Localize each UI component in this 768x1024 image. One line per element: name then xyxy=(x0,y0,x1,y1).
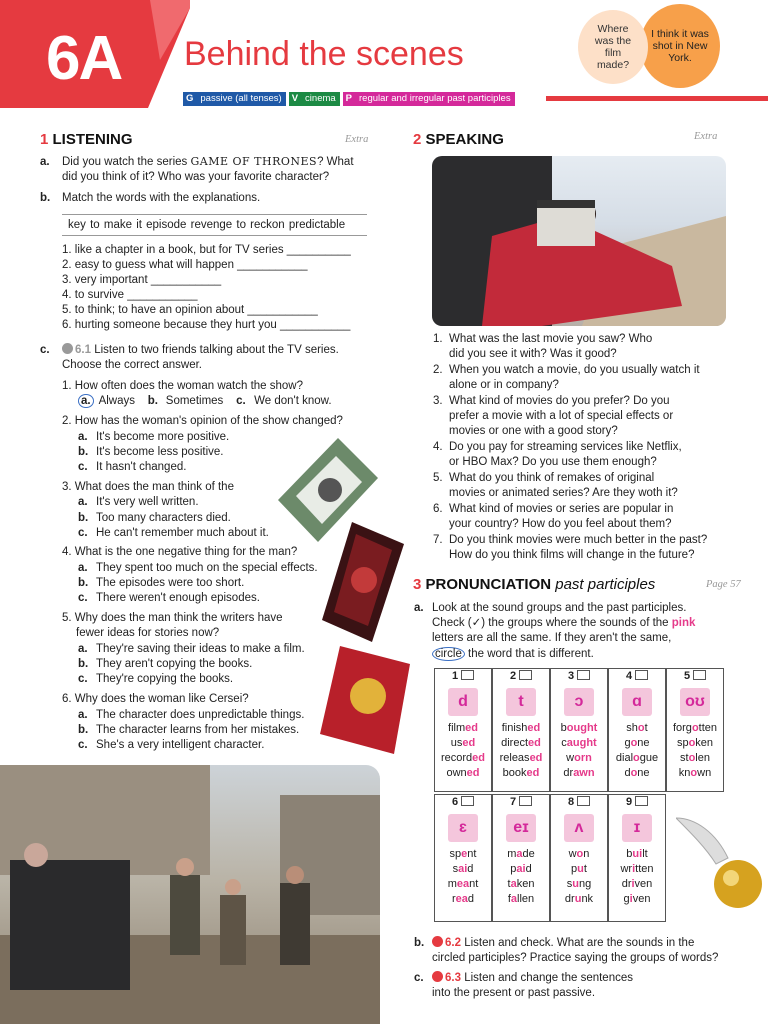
past-participle[interactable]: read xyxy=(451,892,475,905)
past-participle[interactable]: made xyxy=(507,848,535,860)
word-box: key to make it episode revenge to reckon predictable xyxy=(62,214,367,236)
past-participle[interactable]: shot xyxy=(626,722,648,734)
past-participle[interactable]: released xyxy=(499,751,543,764)
page-title: Behind the scenes xyxy=(184,35,464,73)
past-participle[interactable]: taken xyxy=(507,877,535,890)
listening-a: a. Did you watch the series GAME OF THRONES? What did you think of it? Who was your favorite character? xyxy=(40,155,354,184)
past-participle[interactable]: spoken xyxy=(676,736,714,749)
sound-picture-icon: oʊ xyxy=(680,688,710,716)
listening-c: c. 6.1 Listen to two friends talking about the TV series. Choose the correct answer. xyxy=(40,344,339,372)
past-participle[interactable]: filmed xyxy=(448,722,478,734)
pronunciation-c: c. 6.3 Listen and change the sentences into the present or past passive. xyxy=(414,972,633,1000)
check-box[interactable] xyxy=(577,796,590,806)
check-box[interactable] xyxy=(461,796,474,806)
definition-list xyxy=(62,243,351,333)
question-1-options: a. Always b. Sometimes c. We don't know. xyxy=(78,394,332,409)
sound-group-6 xyxy=(434,794,492,922)
option: b. It's become less positive. xyxy=(78,446,224,458)
past-participle[interactable]: sung xyxy=(566,877,592,890)
option: a. They spent too much on the special effects. xyxy=(78,562,318,574)
past-participle[interactable]: done xyxy=(624,766,650,779)
past-participle[interactable]: forgotten xyxy=(672,722,718,734)
past-participle[interactable]: put xyxy=(571,862,587,875)
sound-group-3 xyxy=(550,668,608,792)
listening-b: b. Match the words with the explanations. xyxy=(40,192,261,204)
past-participle[interactable]: dialogue xyxy=(615,751,659,764)
option: a. It's very well written. xyxy=(78,496,199,508)
list-item: 3. very important ___________ xyxy=(62,274,222,286)
list-item: 7. Do you think movies were much better in the past? How do you think films will change in the future? xyxy=(433,534,708,562)
pronunciation-tag: P regular and irregular past participles xyxy=(343,92,515,106)
vocabulary-tag: V cinema xyxy=(289,92,340,106)
option: c. It hasn't changed. xyxy=(78,461,187,473)
past-participle[interactable]: bought xyxy=(560,722,598,734)
sound-group-7 xyxy=(492,794,550,922)
list-item: 2. When you watch a movie, do you usually watch it alone or in company? xyxy=(433,364,700,392)
past-participle[interactable]: caught xyxy=(561,736,597,749)
check-box[interactable] xyxy=(635,670,648,680)
group-number: 7 xyxy=(493,795,549,811)
past-participle[interactable]: stolen xyxy=(680,751,710,764)
list-item: 1. like a chapter in a book, but for TV series __________ xyxy=(62,244,351,256)
option: b. The character learns from her mistakes. xyxy=(78,724,300,736)
check-box[interactable] xyxy=(461,670,474,680)
past-participle[interactable]: gone xyxy=(624,736,650,749)
option: c. She's a very intelligent character. xyxy=(78,739,265,751)
past-participle[interactable]: written xyxy=(620,862,654,875)
option: c. They're copying the books. xyxy=(78,673,234,685)
list-item: 2. easy to guess what will happen ___________ xyxy=(62,259,308,271)
past-participle[interactable]: meant xyxy=(447,877,479,890)
past-participle[interactable]: given xyxy=(623,892,651,905)
past-participle[interactable]: won xyxy=(568,848,590,860)
unit-number: 6A xyxy=(46,24,122,93)
past-participle[interactable]: spent xyxy=(449,848,477,860)
check-box[interactable] xyxy=(577,670,590,680)
list-item: 5. to think; to have an opinion about ___________ xyxy=(62,304,318,316)
past-participle[interactable]: fallen xyxy=(507,892,535,905)
listening-heading: 1 LISTENING xyxy=(40,131,133,148)
past-participle[interactable]: paid xyxy=(510,862,532,875)
speaking-extra: Extra xyxy=(694,131,718,142)
check-box[interactable] xyxy=(519,670,532,680)
past-participle[interactable]: finished xyxy=(501,722,541,734)
question-1: 1. How often does the woman watch the show? xyxy=(62,380,304,392)
past-participle[interactable]: built xyxy=(626,848,648,860)
list-item: 4. to survive ___________ xyxy=(62,289,198,301)
group-number: 2 xyxy=(493,669,549,685)
list-item: 6. What kind of movies or series are popular in your country? How do you feel about them? xyxy=(433,503,674,531)
group-number: 3 xyxy=(551,669,607,685)
group-number: 1 xyxy=(435,669,491,685)
golden-snitch-image xyxy=(676,808,766,918)
lannister-banner-image xyxy=(320,646,412,758)
question-4: 4. What is the one negative thing for the man? xyxy=(62,546,298,558)
check-box[interactable] xyxy=(519,796,532,806)
past-participle[interactable]: owned xyxy=(446,766,480,779)
sound-picture-icon: ɔ xyxy=(564,688,594,716)
speech-bubble-answer: I think it was shot in New York. xyxy=(640,4,720,88)
sound-picture-icon: t xyxy=(506,688,536,716)
film-set-photo xyxy=(0,765,380,1024)
past-participle[interactable]: drawn xyxy=(563,766,595,779)
list-item: 6. hurting someone because they hurt you ___________ xyxy=(62,319,351,331)
sound-group-2 xyxy=(492,668,550,792)
option: c. He can't remember much about it. xyxy=(78,527,269,539)
sound-picture-icon: eɪ xyxy=(506,814,536,842)
group-number: 5 xyxy=(667,669,723,685)
option: b. The episodes were too short. xyxy=(78,577,245,589)
sound-picture-icon: ɪ xyxy=(622,814,652,842)
question-3: 3. What does the man think of the xyxy=(62,481,234,493)
list-item: 5. What do you think of remakes of original movies or animated series? Are they woth it? xyxy=(433,472,678,500)
check-box[interactable] xyxy=(635,796,648,806)
past-participle[interactable]: directed xyxy=(501,736,541,749)
topic-tags xyxy=(183,92,515,106)
listening-extra: Extra xyxy=(345,134,369,145)
page-reference: Page 57 xyxy=(706,579,741,590)
past-participle[interactable]: booked xyxy=(502,766,540,779)
unit-header xyxy=(0,0,768,108)
targaryen-banner-image xyxy=(322,522,408,644)
past-participle[interactable]: used xyxy=(450,736,476,749)
check-box[interactable] xyxy=(693,670,706,680)
question-2: 2. How has the woman's opinion of the show changed? xyxy=(62,415,343,427)
sound-picture-icon: ɛ xyxy=(448,814,478,842)
option: a. The character does unpredictable things. xyxy=(78,709,305,721)
pronunciation-a: a. Look at the sound groups and the past participles. Check (✓) the groups where the sounds of the pink letters are all the same. If they aren't the same, circle the word that is different. xyxy=(414,602,696,660)
speaking-questions xyxy=(433,332,733,564)
mulan-set-photo xyxy=(432,156,726,326)
pronunciation-b: b. 6.2 Listen and check. What are the sounds in the circled participles? Practice saying the groups of words? xyxy=(414,937,719,965)
audio-icon[interactable] xyxy=(432,971,443,982)
past-participle[interactable]: recorded xyxy=(440,751,486,764)
sound-picture-icon: d xyxy=(448,688,478,716)
got-logo: GAME OF THRONES xyxy=(190,155,318,168)
list-item: 1. What was the last movie you saw? Who did you see it with? Was it good? xyxy=(433,333,653,361)
group-number: 9 xyxy=(609,795,665,811)
past-participle[interactable]: known xyxy=(678,766,712,779)
audio-icon[interactable] xyxy=(62,343,73,354)
option: b. They aren't copying the books. xyxy=(78,658,253,670)
sound-picture-icon: ɑ xyxy=(622,688,652,716)
sound-group-4 xyxy=(608,668,666,792)
option: a. It's become more positive. xyxy=(78,431,230,443)
pronunciation-heading: 3 PRONUNCIATION past participles xyxy=(413,576,656,593)
sound-group-5 xyxy=(666,668,724,792)
past-participle[interactable]: drunk xyxy=(564,892,594,905)
group-number: 8 xyxy=(551,795,607,811)
film-set-illustration xyxy=(0,765,380,1024)
question-6: 6. Why does the woman like Cersei? xyxy=(62,693,249,705)
sound-group-8 xyxy=(550,794,608,922)
mulan-set-illustration xyxy=(432,156,726,326)
group-number: 4 xyxy=(609,669,665,685)
group-number: 6 xyxy=(435,795,491,811)
header-rule xyxy=(546,96,768,101)
list-item: 4. Do you pay for streaming services like Netflix, or HBO Max? Do you use them enough? xyxy=(433,441,682,469)
sound-picture-icon: ʌ xyxy=(564,814,594,842)
past-participle[interactable]: said xyxy=(452,862,474,875)
speaking-heading: 2 SPEAKING xyxy=(413,131,504,148)
audio-icon[interactable] xyxy=(432,936,443,947)
past-participle[interactable]: driven xyxy=(621,877,653,890)
grammar-tag: G passive (all tenses) xyxy=(183,92,286,106)
option: c. There weren't enough episodes. xyxy=(78,592,260,604)
sound-group-1 xyxy=(434,668,492,792)
past-participle[interactable]: worn xyxy=(566,751,592,764)
question-5: 5. Why does the man think the writers have fewer ideas for stories now? xyxy=(62,612,283,640)
sound-group-9 xyxy=(608,794,666,922)
option: a. They're saving their ideas to make a film. xyxy=(78,643,305,655)
option: b. Too many characters died. xyxy=(78,512,231,524)
speech-bubble-question: Where was the film made? xyxy=(578,10,648,84)
list-item: 3. What kind of movies do you prefer? Do you prefer a movie with a lot of special effects or movies or one with a good story? xyxy=(433,395,674,438)
